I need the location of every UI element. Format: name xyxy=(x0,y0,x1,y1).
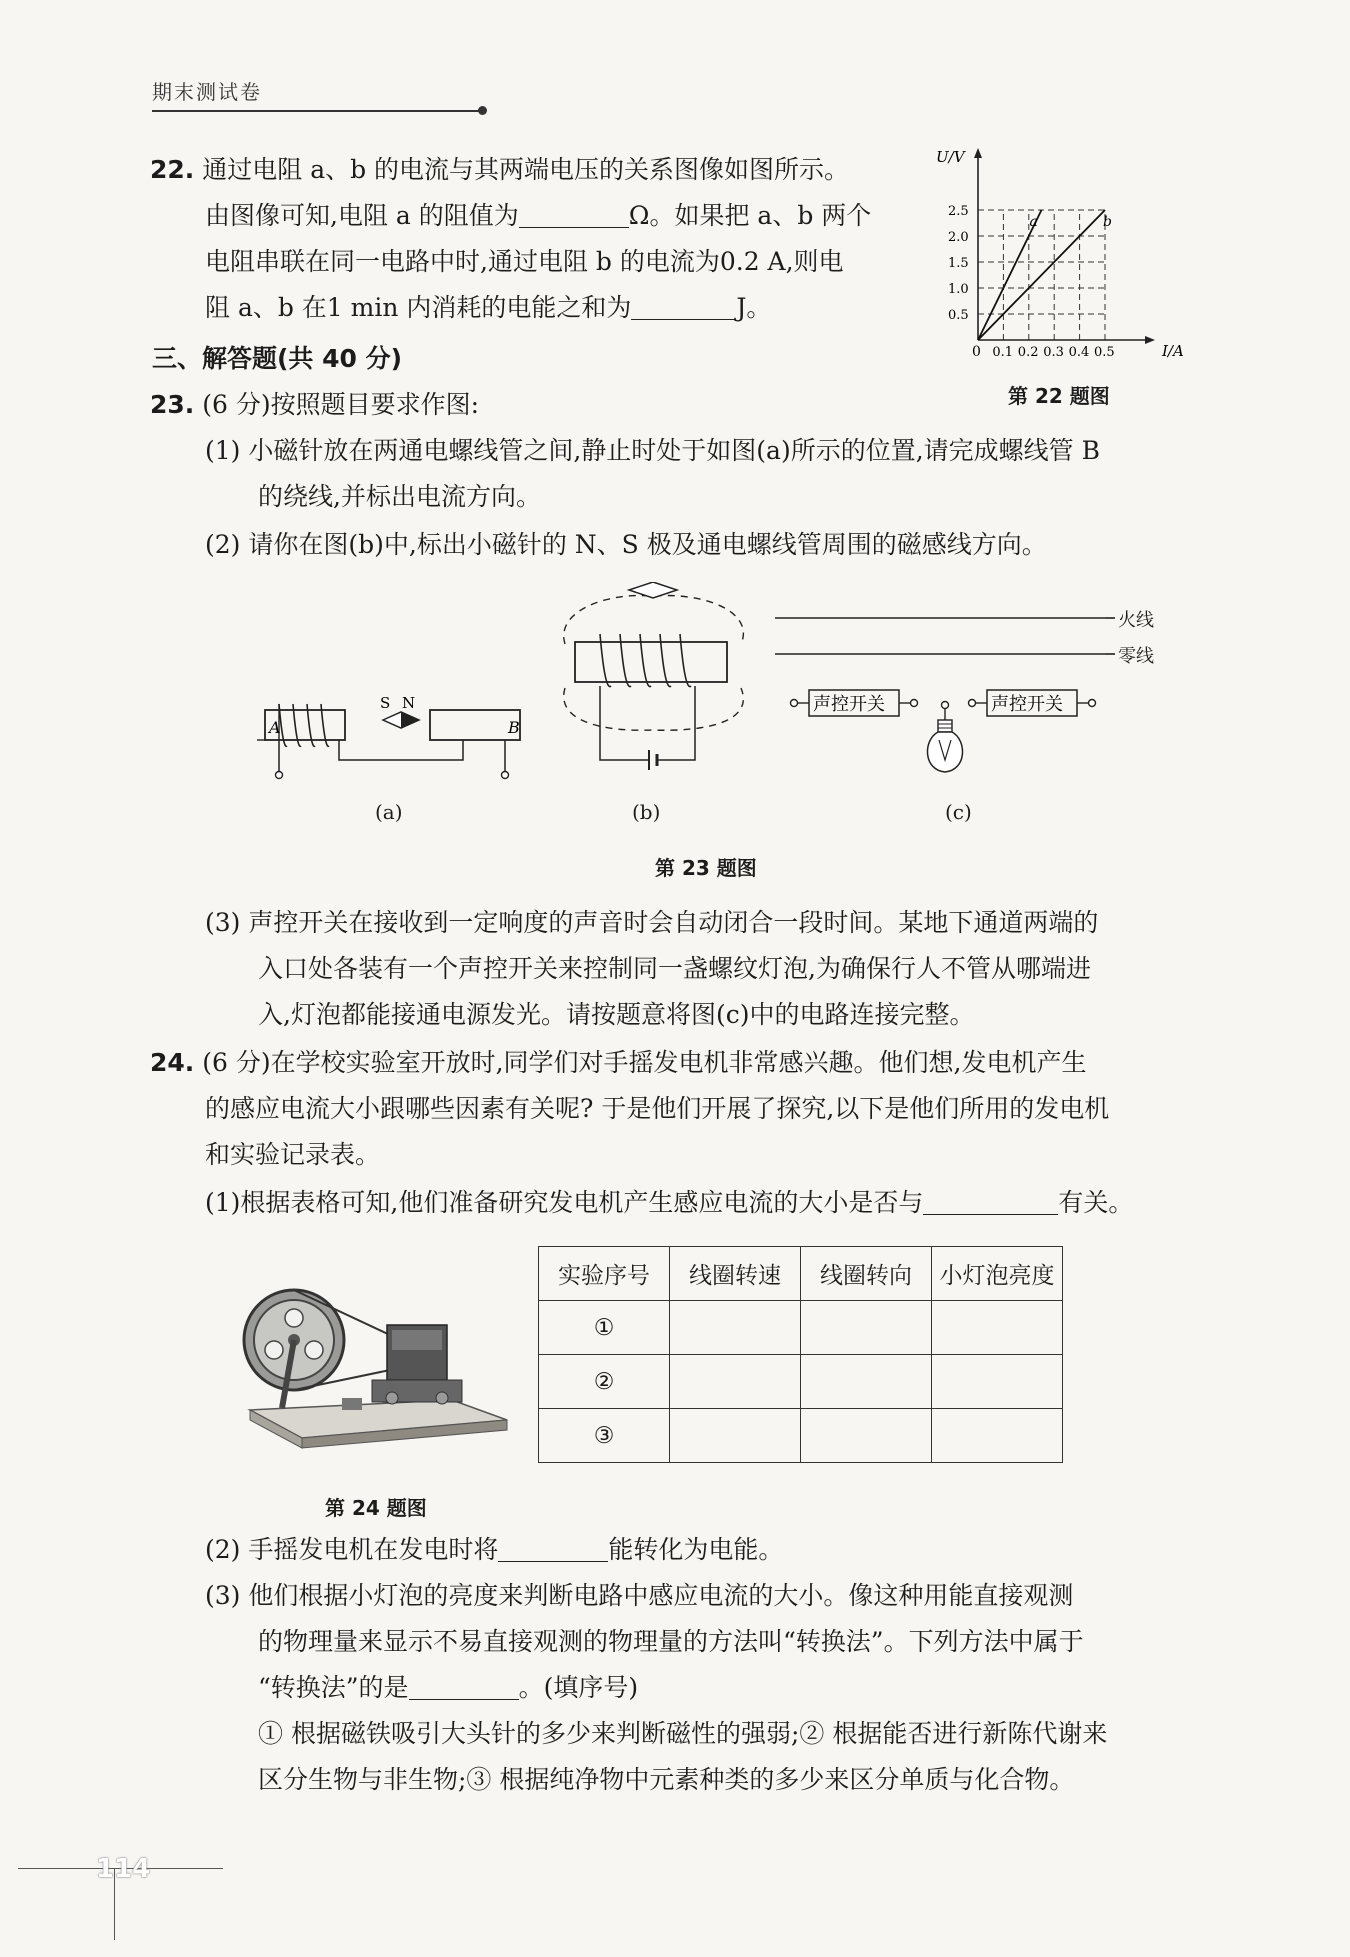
series-line-b xyxy=(978,210,1105,340)
q23-p1-line-1: (1) 小磁针放在两通电螺线管之间,静止时处于如图(a)所示的位置,请完成螺线管 B xyxy=(205,436,1100,465)
table-header-row xyxy=(539,1247,1063,1301)
page-header: 期末测试卷 xyxy=(152,80,262,104)
chart-axes xyxy=(974,148,1155,344)
y-tick-label: 1.5 xyxy=(948,256,969,271)
q23-figure-b xyxy=(545,582,760,782)
q24-p3-text-c1: “转换法”的是 xyxy=(258,1673,409,1702)
series-label-b: b xyxy=(1103,214,1112,230)
header-dot xyxy=(478,106,487,115)
q23-p3-line-3: 入,灯泡都能接通电源发光。请按题意将图(c)中的电路连接完整。 xyxy=(258,1000,975,1029)
q24-line-3: 和实验记录表。 xyxy=(205,1140,381,1169)
y-axis-arrow xyxy=(974,148,982,158)
q22-caption: 第 22 题图 xyxy=(1008,384,1110,408)
q24-p3-line-3 xyxy=(258,1665,638,1711)
q24-p3-line-4: ① 根据磁铁吸引大头针的多少来判断磁性的强弱;② 根据能否进行新陈代谢来 xyxy=(258,1719,1108,1748)
neutral-wire-label: 零线 xyxy=(1118,646,1154,667)
q22-text-2b: Ω。如果把 a、b 两个 xyxy=(628,201,872,230)
q24-p2-text-a: (2) 手摇发电机在发电时将 xyxy=(205,1535,499,1564)
table-cell[interactable] xyxy=(801,1409,932,1463)
label-A: A xyxy=(269,718,281,737)
field-lines-b xyxy=(564,595,744,730)
q22-number: 22. xyxy=(150,155,195,184)
q24-p3-line-5: 区分生物与非生物;③ 根据纯净物中元素种类的多少来区分单质与化合物。 xyxy=(258,1765,1075,1794)
x-tick-label: 0.4 xyxy=(1068,345,1090,360)
q23-caption: 第 23 题图 xyxy=(655,856,757,880)
switch-2-label: 声控开关 xyxy=(991,694,1063,715)
q22-text-4a: 阻 a、b 在1 min 内消耗的电能之和为 xyxy=(205,293,632,322)
section-3-title: 三、解答题(共 40 分) xyxy=(152,344,403,373)
q24-caption: 第 24 题图 xyxy=(325,1496,427,1520)
q24-p1-text-a: (1)根据表格可知,他们准备研究发电机产生感应电流的大小是否与 xyxy=(205,1188,924,1217)
table-row-index: ③ xyxy=(539,1409,670,1463)
table-cell[interactable] xyxy=(670,1355,801,1409)
q22-blank-resistance[interactable] xyxy=(519,201,629,228)
x-tick-label: 0.1 xyxy=(992,345,1014,360)
y-tick-label: 1.0 xyxy=(948,282,969,297)
table-header-cell: 线圈转向 xyxy=(801,1247,932,1301)
page-number: 114 xyxy=(96,1854,151,1884)
table-row xyxy=(539,1355,1063,1409)
q22-text-1: 通过电阻 a、b 的电流与其两端电压的关系图像如图所示。 xyxy=(202,155,850,184)
q24-blank-energy-form[interactable] xyxy=(498,1535,608,1562)
table-row-index: ② xyxy=(539,1355,670,1409)
generator-image xyxy=(242,1280,512,1450)
table-header-cell: 小灯泡亮度 xyxy=(932,1247,1063,1301)
table-cell[interactable] xyxy=(932,1301,1063,1355)
table-cell[interactable] xyxy=(932,1409,1063,1463)
q24-p2-line xyxy=(205,1527,783,1573)
label-S: S xyxy=(380,694,391,712)
q24-p3-text-c2: 。(填序号) xyxy=(518,1673,639,1702)
table-cell[interactable] xyxy=(801,1355,932,1409)
chart-x-label: I/A xyxy=(1162,342,1184,360)
table-header-cell: 线圈转速 xyxy=(670,1247,801,1301)
switch-1-label: 声控开关 xyxy=(813,694,885,715)
table-cell[interactable] xyxy=(670,1409,801,1463)
x-axis-arrow xyxy=(1145,336,1155,344)
table-cell[interactable] xyxy=(932,1355,1063,1409)
y-tick-label: 2.5 xyxy=(948,204,969,219)
table-cell[interactable] xyxy=(801,1301,932,1355)
q23-number: 23. xyxy=(150,390,195,419)
q24-number: 24. xyxy=(150,1048,195,1077)
y-tick-label: 2.0 xyxy=(948,230,969,245)
table-row-index: ① xyxy=(539,1301,670,1355)
chart-y-label: U/V xyxy=(936,148,965,166)
q24-blank-factor[interactable] xyxy=(923,1188,1058,1215)
series-label-a: a xyxy=(1029,214,1038,230)
q22-chart xyxy=(930,140,1200,370)
fig-b-label: (b) xyxy=(632,800,661,824)
label-N: N xyxy=(402,694,416,712)
q23-p1-line-2: 的绕线,并标出电流方向。 xyxy=(258,482,541,511)
q23-p2-line: (2) 请你在图(b)中,标出小磁针的 N、S 极及通电螺线管周围的磁感线方向。 xyxy=(205,530,1047,559)
label-B: B xyxy=(508,718,520,737)
q24-text-1: (6 分)在学校实验室开放时,同学们对手摇发电机非常感兴趣。他们想,发电机产生 xyxy=(202,1048,1087,1077)
x-tick-label: 0.5 xyxy=(1094,345,1115,360)
q24-p3-line-1: (3) 他们根据小灯泡的亮度来判断电路中感应电流的大小。像这种用能直接观测 xyxy=(205,1581,1074,1610)
x-tick-label: 0.2 xyxy=(1017,345,1039,360)
chart-series xyxy=(978,210,1112,340)
solenoid-b xyxy=(430,710,520,740)
q24-p2-text-b: 能转化为电能。 xyxy=(608,1535,784,1564)
q24-line-2: 的感应电流大小跟哪些因素有关呢? 于是他们开展了探究,以下是他们所用的发电机 xyxy=(205,1094,1110,1123)
q22-text-2a: 由图像可知,电阻 a 的阻值为 xyxy=(205,201,519,230)
circuit-wires-a xyxy=(276,740,509,779)
compass-needle-a xyxy=(383,712,419,728)
header-rule xyxy=(152,110,482,112)
table-header-cell: 实验序号 xyxy=(539,1247,670,1301)
q22-line-2 xyxy=(205,193,871,239)
q23-line-intro xyxy=(150,382,479,428)
q24-p1-text-b: 有关。 xyxy=(1058,1188,1134,1217)
q23-figure-a xyxy=(255,690,535,790)
q22-line-1 xyxy=(150,147,849,193)
q24-line-1 xyxy=(150,1040,1087,1086)
q22-line-3: 电阻串联在同一电路中时,通过电阻 b 的电流为0.2 A,则电 xyxy=(205,247,844,276)
q22-blank-energy[interactable] xyxy=(631,293,736,320)
x-tick-label: 0.3 xyxy=(1043,345,1064,360)
fig-c-label: (c) xyxy=(945,800,972,824)
chart-origin-label: 0 xyxy=(972,344,981,360)
experiment-record-table xyxy=(538,1246,1063,1463)
table-row xyxy=(539,1301,1063,1355)
circuit-wires-b xyxy=(600,686,695,770)
q23-p3-line-2: 入口处各装有一个声控开关来控制同一盏螺纹灯泡,为确保行人不管从哪端进 xyxy=(258,954,1091,983)
q23-intro: (6 分)按照题目要求作图: xyxy=(202,390,480,419)
q24-blank-method[interactable] xyxy=(409,1673,519,1700)
fig-a-label: (a) xyxy=(375,800,403,824)
bulb-icon xyxy=(928,702,963,773)
q22-line-4 xyxy=(205,285,771,331)
q23-figure-c xyxy=(775,600,1175,780)
table-row xyxy=(539,1409,1063,1463)
table-cell[interactable] xyxy=(670,1301,801,1355)
q24-p3-line-2: 的物理量来显示不易直接观测的物理量的方法叫“转换法”。下列方法中属于 xyxy=(258,1627,1084,1656)
solenoid-core-b xyxy=(575,634,727,687)
q22-text-4b: J。 xyxy=(736,293,772,322)
q23-p3-line-1: (3) 声控开关在接收到一定响度的声音时会自动闭合一段时间。某地下通道两端的 xyxy=(205,908,1099,937)
y-tick-label: 0.5 xyxy=(948,308,969,323)
live-wire-label: 火线 xyxy=(1118,610,1154,631)
q24-p1-line xyxy=(205,1180,1133,1226)
